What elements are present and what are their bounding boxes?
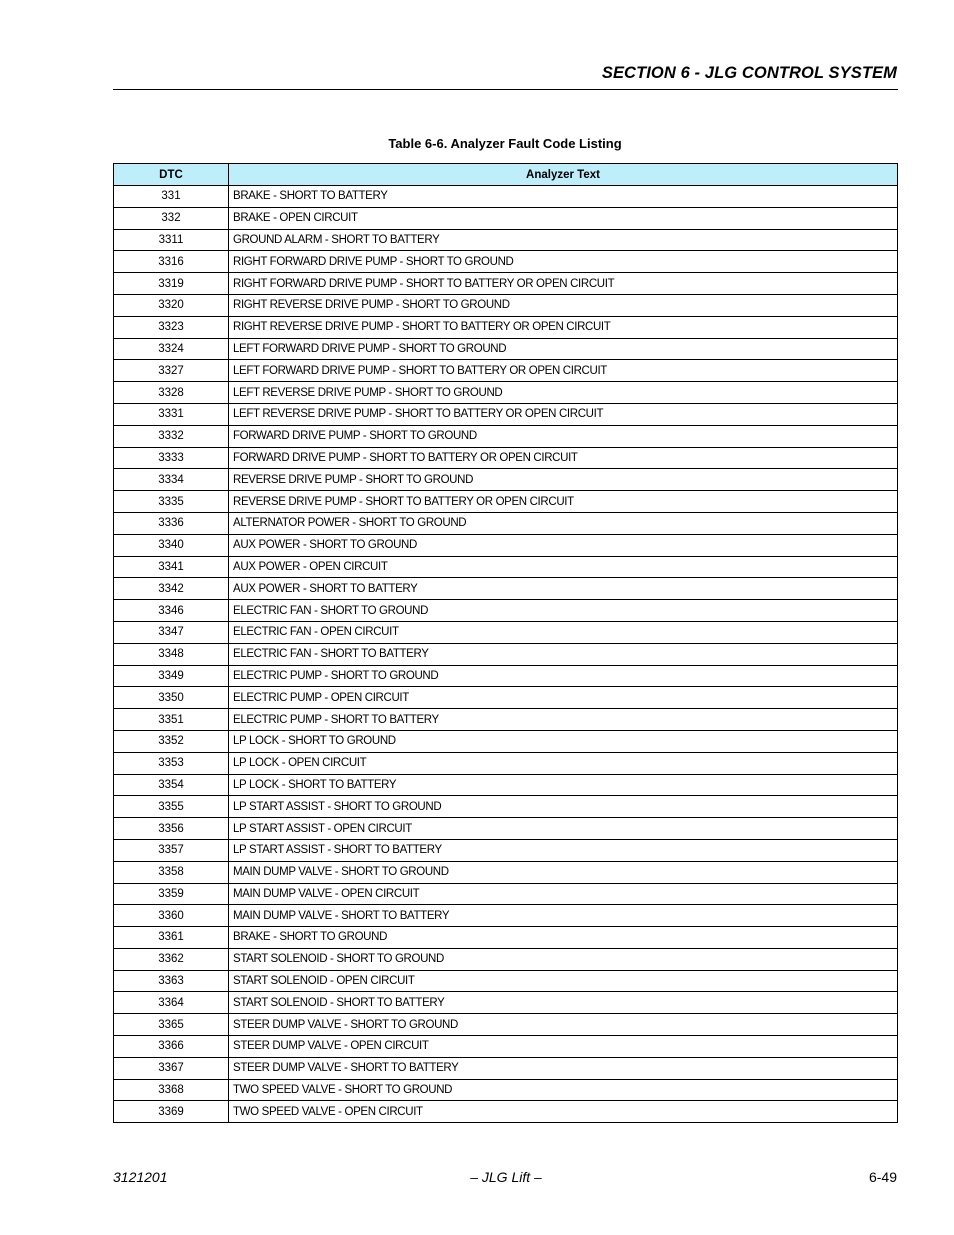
analyzer-text-cell: TWO SPEED VALVE - SHORT TO GROUND — [229, 1079, 898, 1101]
analyzer-text-cell: ELECTRIC PUMP - OPEN CIRCUIT — [229, 687, 898, 709]
dtc-cell: 3362 — [114, 948, 229, 970]
section-title: SECTION 6 - JLG CONTROL SYSTEM — [601, 64, 897, 82]
dtc-cell: 3334 — [114, 469, 229, 491]
dtc-cell: 332 — [114, 207, 229, 229]
dtc-cell: 3366 — [114, 1036, 229, 1058]
dtc-cell: 3319 — [114, 273, 229, 295]
analyzer-text-cell: BRAKE - SHORT TO GROUND — [229, 927, 898, 949]
analyzer-text-cell: AUX POWER - OPEN CIRCUIT — [229, 556, 898, 578]
analyzer-text-cell: REVERSE DRIVE PUMP - SHORT TO BATTERY OR OPEN CIRCUIT — [229, 491, 898, 513]
analyzer-text-cell: LP LOCK - OPEN CIRCUIT — [229, 752, 898, 774]
analyzer-text-cell: ELECTRIC FAN - OPEN CIRCUIT — [229, 621, 898, 643]
column-header-analyzer-text: Analyzer Text — [229, 164, 898, 186]
dtc-cell: 3359 — [114, 883, 229, 905]
analyzer-text-cell: LP START ASSIST - SHORT TO BATTERY — [229, 839, 898, 861]
table-row — [114, 687, 898, 709]
table-row — [114, 818, 898, 840]
dtc-cell: 3360 — [114, 905, 229, 927]
dtc-cell: 3341 — [114, 556, 229, 578]
analyzer-text-cell: TWO SPEED VALVE - OPEN CIRCUIT — [229, 1101, 898, 1123]
table-row — [114, 1036, 898, 1058]
analyzer-text-cell: ELECTRIC FAN - SHORT TO GROUND — [229, 600, 898, 622]
dtc-cell: 3324 — [114, 338, 229, 360]
analyzer-text-cell: LEFT REVERSE DRIVE PUMP - SHORT TO BATTERY OR OPEN CIRCUIT — [229, 403, 898, 425]
table-row — [114, 207, 898, 229]
table-row — [114, 948, 898, 970]
table-row — [114, 621, 898, 643]
table-row — [114, 709, 898, 731]
analyzer-text-cell: ALTERNATOR POWER - SHORT TO GROUND — [229, 512, 898, 534]
dtc-cell: 3311 — [114, 229, 229, 251]
analyzer-text-cell: START SOLENOID - SHORT TO BATTERY — [229, 992, 898, 1014]
table-title: Table 6-6. Analyzer Fault Code Listing — [388, 136, 622, 151]
analyzer-text-cell: MAIN DUMP VALVE - OPEN CIRCUIT — [229, 883, 898, 905]
table-row — [114, 491, 898, 513]
table-row — [114, 730, 898, 752]
table-row — [114, 338, 898, 360]
analyzer-text-cell: LEFT FORWARD DRIVE PUMP - SHORT TO GROUND — [229, 338, 898, 360]
column-header-dtc: DTC — [114, 164, 229, 186]
table-row — [114, 229, 898, 251]
dtc-cell: 3323 — [114, 316, 229, 338]
table-row — [114, 251, 898, 273]
analyzer-text-cell: LP LOCK - SHORT TO BATTERY — [229, 774, 898, 796]
table-row — [114, 665, 898, 687]
table-row — [114, 512, 898, 534]
dtc-cell: 3356 — [114, 818, 229, 840]
analyzer-text-cell: BRAKE - OPEN CIRCUIT — [229, 207, 898, 229]
analyzer-text-cell: ELECTRIC PUMP - SHORT TO GROUND — [229, 665, 898, 687]
table-row — [114, 861, 898, 883]
dtc-cell: 3348 — [114, 643, 229, 665]
table-row — [114, 425, 898, 447]
table-row — [114, 316, 898, 338]
analyzer-text-cell: LP START ASSIST - OPEN CIRCUIT — [229, 818, 898, 840]
dtc-cell: 3327 — [114, 360, 229, 382]
table-row — [114, 905, 898, 927]
dtc-cell: 3342 — [114, 578, 229, 600]
dtc-cell: 3364 — [114, 992, 229, 1014]
analyzer-text-cell: STEER DUMP VALVE - SHORT TO BATTERY — [229, 1057, 898, 1079]
analyzer-text-cell: STEER DUMP VALVE - SHORT TO GROUND — [229, 1014, 898, 1036]
table-row — [114, 447, 898, 469]
dtc-cell: 3333 — [114, 447, 229, 469]
analyzer-text-cell: START SOLENOID - SHORT TO GROUND — [229, 948, 898, 970]
analyzer-text-cell: LEFT FORWARD DRIVE PUMP - SHORT TO BATTERY OR OPEN CIRCUIT — [229, 360, 898, 382]
analyzer-text-cell: START SOLENOID - OPEN CIRCUIT — [229, 970, 898, 992]
dtc-cell: 3347 — [114, 621, 229, 643]
dtc-cell: 3346 — [114, 600, 229, 622]
analyzer-text-cell: LP LOCK - SHORT TO GROUND — [229, 730, 898, 752]
table-row — [114, 469, 898, 491]
table-row — [114, 578, 898, 600]
table-row — [114, 796, 898, 818]
analyzer-text-cell: AUX POWER - SHORT TO BATTERY — [229, 578, 898, 600]
table-row — [114, 600, 898, 622]
analyzer-text-cell: ELECTRIC PUMP - SHORT TO BATTERY — [229, 709, 898, 731]
dtc-cell: 3352 — [114, 730, 229, 752]
dtc-cell: 3320 — [114, 294, 229, 316]
table-row — [114, 992, 898, 1014]
table-row — [114, 382, 898, 404]
dtc-cell: 3363 — [114, 970, 229, 992]
analyzer-text-cell: RIGHT FORWARD DRIVE PUMP - SHORT TO GROUND — [229, 251, 898, 273]
table-row — [114, 403, 898, 425]
header-rule — [113, 89, 898, 90]
dtc-cell: 3328 — [114, 382, 229, 404]
footer-page-number: 6-49 — [868, 1169, 897, 1185]
table-header-row — [114, 164, 898, 186]
analyzer-text-cell: RIGHT FORWARD DRIVE PUMP - SHORT TO BATTERY OR OPEN CIRCUIT — [229, 273, 898, 295]
table-row — [114, 534, 898, 556]
dtc-cell: 3367 — [114, 1057, 229, 1079]
dtc-cell: 3369 — [114, 1101, 229, 1123]
analyzer-text-cell: FORWARD DRIVE PUMP - SHORT TO BATTERY OR OPEN CIRCUIT — [229, 447, 898, 469]
analyzer-text-cell: RIGHT REVERSE DRIVE PUMP - SHORT TO GROUND — [229, 294, 898, 316]
table-row — [114, 273, 898, 295]
table-row — [114, 360, 898, 382]
analyzer-text-cell: MAIN DUMP VALVE - SHORT TO GROUND — [229, 861, 898, 883]
dtc-cell: 3335 — [114, 491, 229, 513]
analyzer-text-cell: GROUND ALARM - SHORT TO BATTERY — [229, 229, 898, 251]
table-row — [114, 927, 898, 949]
dtc-cell: 3361 — [114, 927, 229, 949]
dtc-cell: 3355 — [114, 796, 229, 818]
dtc-cell: 3357 — [114, 839, 229, 861]
table-body — [114, 186, 898, 1123]
dtc-cell: 3331 — [114, 403, 229, 425]
table-row — [114, 1057, 898, 1079]
analyzer-text-cell: LP START ASSIST - SHORT TO GROUND — [229, 796, 898, 818]
table-row — [114, 294, 898, 316]
dtc-cell: 331 — [114, 186, 229, 208]
table-row — [114, 839, 898, 861]
dtc-cell: 3332 — [114, 425, 229, 447]
table-row — [114, 186, 898, 208]
dtc-cell: 3368 — [114, 1079, 229, 1101]
analyzer-text-cell: STEER DUMP VALVE - OPEN CIRCUIT — [229, 1036, 898, 1058]
dtc-cell: 3354 — [114, 774, 229, 796]
dtc-cell: 3349 — [114, 665, 229, 687]
dtc-cell: 3340 — [114, 534, 229, 556]
analyzer-text-cell: AUX POWER - SHORT TO GROUND — [229, 534, 898, 556]
analyzer-text-cell: REVERSE DRIVE PUMP - SHORT TO GROUND — [229, 469, 898, 491]
footer-doc-number: 3121201 — [113, 1169, 168, 1185]
table-row — [114, 1079, 898, 1101]
footer-center-text: – JLG Lift – — [470, 1169, 542, 1185]
dtc-cell: 3358 — [114, 861, 229, 883]
table-row — [114, 1101, 898, 1123]
analyzer-text-cell: RIGHT REVERSE DRIVE PUMP - SHORT TO BATTERY OR OPEN CIRCUIT — [229, 316, 898, 338]
dtc-cell: 3336 — [114, 512, 229, 534]
table-row — [114, 774, 898, 796]
analyzer-text-cell: MAIN DUMP VALVE - SHORT TO BATTERY — [229, 905, 898, 927]
table-row — [114, 643, 898, 665]
dtc-cell: 3365 — [114, 1014, 229, 1036]
dtc-cell: 3316 — [114, 251, 229, 273]
table-row — [114, 883, 898, 905]
analyzer-text-cell: BRAKE - SHORT TO BATTERY — [229, 186, 898, 208]
analyzer-text-cell: FORWARD DRIVE PUMP - SHORT TO GROUND — [229, 425, 898, 447]
table-row — [114, 1014, 898, 1036]
table-row — [114, 970, 898, 992]
dtc-cell: 3350 — [114, 687, 229, 709]
analyzer-text-cell: LEFT REVERSE DRIVE PUMP - SHORT TO GROUND — [229, 382, 898, 404]
analyzer-text-cell: ELECTRIC FAN - SHORT TO BATTERY — [229, 643, 898, 665]
dtc-cell: 3353 — [114, 752, 229, 774]
dtc-cell: 3351 — [114, 709, 229, 731]
table-row — [114, 556, 898, 578]
table-row — [114, 752, 898, 774]
fault-code-table — [113, 163, 898, 1123]
